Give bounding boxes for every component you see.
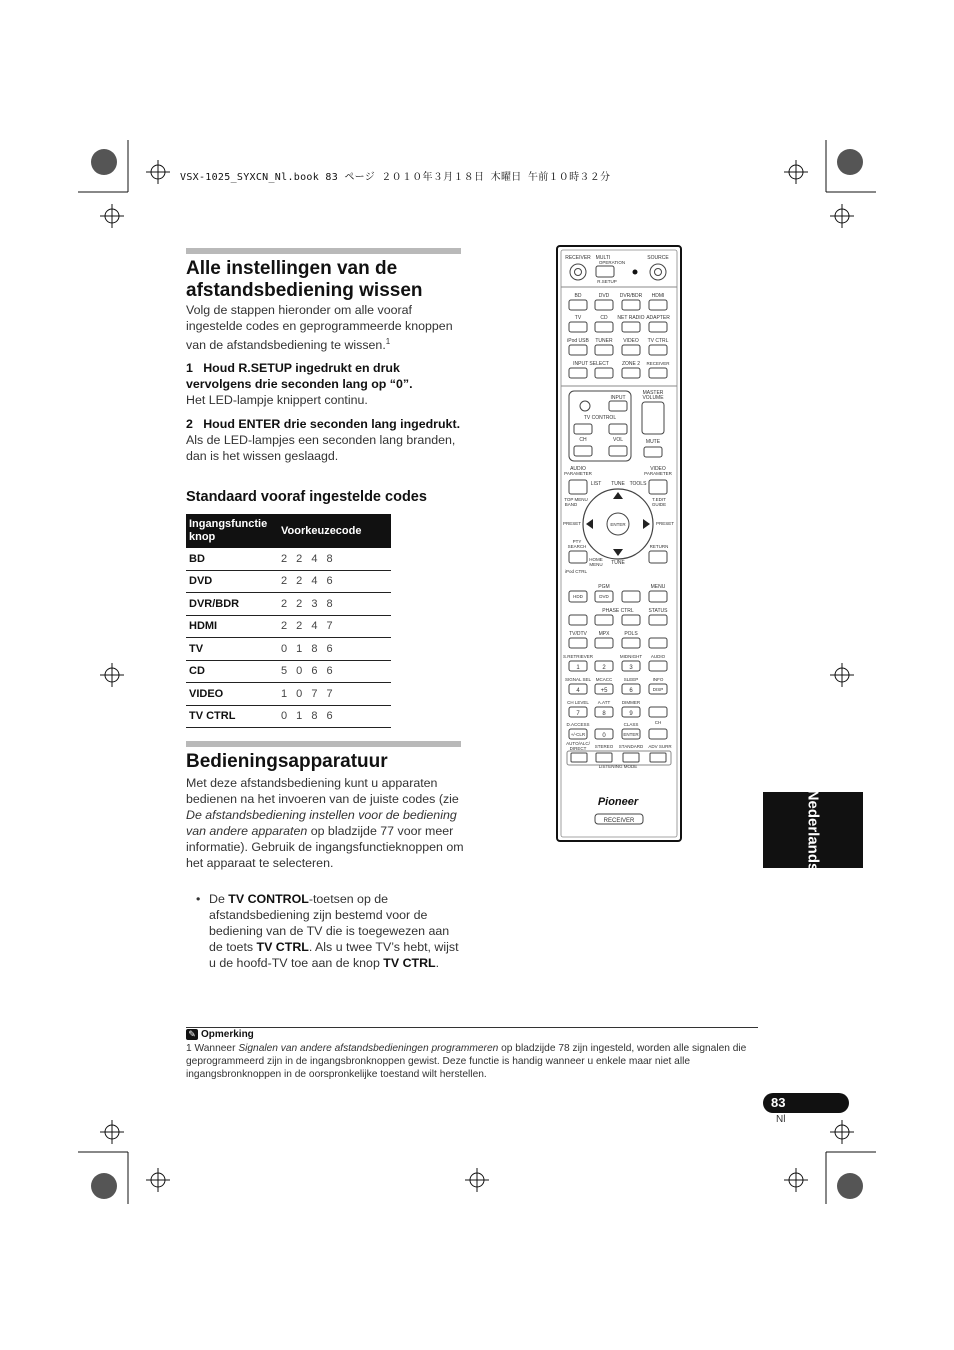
tools-label: TOOLS	[629, 481, 647, 487]
page-language-code: Nl	[776, 1114, 786, 1125]
dvd-label: DVD	[598, 293, 610, 299]
tvctrl-label: TV CTRL	[647, 338, 669, 344]
bd-label: BD	[574, 293, 582, 299]
adapter-label: ADAPTER	[646, 315, 670, 321]
autoalc-label: AUTO/ALC/	[566, 741, 590, 746]
hdmi-button[interactable]	[649, 300, 667, 310]
auto-direct-button[interactable]	[571, 753, 587, 762]
receiver-badge-label: RECEIVER	[603, 818, 635, 824]
section1-title	[186, 258, 466, 302]
remote-multi-label: MULTI	[595, 255, 611, 261]
status-label: STATUS	[648, 608, 668, 614]
step-2	[186, 416, 461, 464]
para-italic: De afstandsbediening instellen voor de bediening van andere apparaten	[186, 808, 457, 838]
mute-button[interactable]	[644, 447, 662, 457]
step2-number: 2	[186, 417, 193, 431]
digit-0-label: 0	[602, 733, 606, 739]
pause2-button[interactable]	[595, 638, 613, 648]
digit-6-label: 6	[629, 688, 633, 694]
note-body	[186, 1042, 758, 1081]
topmenu-label: TOP MENU	[564, 497, 588, 502]
sretriever-label: S.RETRIEVER	[562, 654, 594, 659]
zone2-button[interactable]	[622, 368, 640, 378]
header-button: Ingangsfunctie knop	[186, 514, 278, 548]
tvctrl-button[interactable]	[649, 345, 667, 355]
tv-button[interactable]	[569, 322, 587, 332]
ch-up-button[interactable]	[574, 424, 592, 434]
pioneer-logo: Pioneer	[597, 796, 639, 808]
table-row	[186, 593, 391, 616]
next-button[interactable]	[649, 638, 667, 648]
midnight-label: MIDNIGHT	[619, 654, 643, 659]
tune-up-label: TUNE	[611, 481, 625, 487]
note-title: Opmerking	[201, 1029, 254, 1040]
row-button: DVR/BDR	[186, 593, 278, 616]
ch-down-button[interactable]	[574, 446, 592, 456]
info-label: INFO	[652, 677, 664, 682]
ch-minus-button[interactable]	[649, 729, 667, 739]
adapter-button[interactable]	[649, 322, 667, 332]
tv-control-label: TV CONTROL	[583, 415, 617, 421]
cd-button[interactable]	[595, 322, 613, 332]
home-label: HOME	[589, 557, 603, 562]
title-line1: Alle instellingen van de	[186, 258, 398, 279]
note-header	[186, 1029, 254, 1040]
menu-label: MENU	[589, 562, 603, 567]
row-code: 1 0 7 7	[278, 683, 391, 706]
stereo-button[interactable]	[596, 753, 612, 762]
enter-pad-label: ENTER	[623, 732, 639, 737]
master-volume-button[interactable]	[642, 402, 664, 434]
audio-parameter-button[interactable]	[569, 480, 587, 494]
video-param-label: VIDEO	[650, 466, 666, 472]
pty-label: PTY	[572, 539, 582, 544]
preset-right-label: PRESET	[655, 521, 675, 526]
dvrbdr-button[interactable]	[622, 300, 640, 310]
pols-label: POLS	[624, 631, 638, 637]
hdd-label: HDD	[573, 594, 583, 599]
row-code: 2 2 4 6	[278, 570, 391, 593]
guide-label: GUIDE	[651, 502, 667, 507]
list-label: LIST	[590, 481, 602, 487]
netradio-button[interactable]	[622, 322, 640, 332]
stereo-label: STEREO	[594, 744, 614, 749]
advsurr-label: ADV SURR	[648, 744, 672, 749]
bd-button[interactable]	[569, 300, 587, 310]
intro-text: Volg de stappen hieronder om alle vooraf ingestelde codes en geprogrammeerde knoppen van de afstandsbediening te wissen.	[186, 303, 453, 353]
hdmi-label: HDMI	[651, 293, 665, 299]
phase-ctrl-label: PHASE CTRL	[602, 608, 634, 614]
page-number: 83	[763, 1093, 849, 1113]
receiver-mode-button[interactable]	[649, 368, 667, 378]
source-power-icon[interactable]	[650, 264, 666, 280]
power-icon[interactable]	[570, 264, 586, 280]
video-button[interactable]	[622, 345, 640, 355]
bullet-a: De	[209, 892, 229, 906]
row-code: 2 2 3 8	[278, 593, 391, 616]
tvdtv-label: TV/DTV	[569, 631, 587, 637]
step1-text: Het LED-lampje knippert continu.	[186, 393, 368, 407]
digit-8-label: 8	[602, 711, 606, 717]
row-button: CD	[186, 660, 278, 683]
ipodctrl-label: iPod CTRL	[564, 569, 588, 574]
para-b: op bladzijde 77 voor meer informatie). Gebruik de ingangsfunctieknoppen om het apparaat te selecteren.	[186, 824, 464, 870]
return-button[interactable]	[649, 551, 667, 563]
tv-label: TV	[574, 315, 582, 321]
table-row	[186, 615, 391, 638]
aatt-label: A.ATT	[597, 700, 611, 705]
digit-4-label: 4	[576, 688, 580, 694]
tune-down-label: TUNE	[611, 560, 625, 566]
language-tab-label: Nederlands	[804, 789, 822, 871]
title-line2: afstandsbediening wissen	[186, 280, 423, 301]
remote-receiver-label: RECEIVER	[565, 255, 591, 261]
rewind-button[interactable]	[569, 615, 587, 625]
tuner-label: TUNER	[595, 338, 613, 344]
digit-2-label: 2	[602, 665, 606, 671]
section1-intro	[186, 302, 461, 353]
vol-up-button[interactable]	[609, 424, 627, 434]
codes-table	[186, 514, 391, 728]
bullet-bold2: TV CTRL	[256, 940, 309, 954]
video-parameter-button[interactable]	[649, 480, 667, 494]
forward-button[interactable]	[649, 615, 667, 625]
digit-3-label: 3	[629, 665, 633, 671]
digit-9-label: 9	[629, 711, 633, 717]
signalsel-label: SIGNAL SEL	[564, 677, 592, 682]
dvrbdr-label: DVR/BDR	[619, 293, 643, 299]
row-button: BD	[186, 548, 278, 570]
repeat-button[interactable]	[622, 591, 640, 602]
ipodusb-button[interactable]	[569, 345, 587, 355]
mcacc-label: MCACC	[595, 677, 613, 682]
netradio-label: NET RADIO	[617, 315, 645, 321]
vol-label: VOL	[612, 437, 624, 443]
table-row	[186, 548, 391, 570]
master-label: MASTER	[642, 390, 664, 396]
sleep-label: SLEEP	[623, 677, 639, 682]
standard-button[interactable]	[623, 753, 639, 762]
multi-operation-button[interactable]	[596, 266, 614, 277]
remote-control-illustration	[556, 245, 682, 842]
codes-title: Standaard vooraf ingestelde codes	[186, 489, 427, 505]
row-button: DVD	[186, 570, 278, 593]
ipodusb-label: iPod USB	[567, 338, 589, 344]
shuffle-button[interactable]	[649, 591, 667, 602]
listening-mode-label: LISTENING MODE	[598, 764, 638, 769]
table-row	[186, 638, 391, 661]
note-text-b: op bladzijde 78 zijn ingesteld, worden alle signalen die geprogrammeerd zijn in de ingangsbronknoppen gewist. Deze functie is handig wanneer u enkele maar niet alle ingangsbronknoppen in de oorspronkelijke toestand wilt herstellen.	[186, 1043, 747, 1080]
tv-power-icon[interactable]	[580, 401, 590, 411]
disp-label: DISP	[652, 687, 664, 692]
row-code: 2 2 4 7	[278, 615, 391, 638]
standard-label: STANDARD	[618, 744, 644, 749]
row-code: 0 1 8 6	[278, 705, 391, 728]
bullet-text	[209, 891, 463, 971]
mpx-label: MPX	[598, 631, 610, 637]
table-row	[186, 660, 391, 683]
adv-surr-button[interactable]	[650, 753, 666, 762]
note-divider	[186, 1027, 758, 1028]
chlevel-label: CH LEVEL	[567, 700, 589, 705]
pgm-label: PGM	[598, 584, 610, 590]
audio-parameter-label: PARAMETER	[564, 471, 592, 476]
remote-operation-label: OPERATION	[598, 260, 626, 265]
class-label: CLASS	[623, 722, 639, 727]
note-italic: Signalen van andere afstandsbedieningen programmeren	[238, 1043, 499, 1054]
header-code: Voorkeuzecode	[278, 514, 391, 548]
inputselect-label: INPUT SELECT	[573, 361, 609, 367]
bullet-mark: •	[196, 892, 201, 906]
preset-left-label: PRESET	[562, 521, 582, 526]
print-mark: VSX-1025_SYXCN_Nl.book 83 ページ ２０１０年３月１８日 木曜日 午前１０時３２分	[180, 172, 611, 183]
pause-button[interactable]	[595, 615, 613, 625]
language-tab	[763, 789, 863, 871]
audio-button[interactable]	[649, 661, 667, 671]
bullet-b: -toetsen op de afstandsbediening zijn bestemd voor de bediening van de TV die is toegewezen aan de toets	[209, 892, 450, 954]
volume-label: VOLUME	[642, 395, 664, 401]
note-text-a: Wanneer	[194, 1043, 239, 1054]
para-a: Met deze afstandsbediening kunt u apparaten bedienen na het invoeren van de juiste codes (zie	[186, 776, 459, 806]
stop-button[interactable]	[622, 638, 640, 648]
menu-tr-label: MENU	[650, 584, 666, 590]
bullet-d: .	[435, 956, 440, 970]
row-button: VIDEO	[186, 683, 278, 706]
cd-label: CD	[600, 315, 608, 321]
step-1	[186, 360, 461, 408]
ch-plus-button[interactable]	[649, 707, 667, 717]
table-row	[186, 570, 391, 593]
note-number: 1	[186, 1043, 192, 1054]
input-select-left-button[interactable]	[569, 368, 587, 378]
section2-paragraph	[186, 775, 464, 871]
video-label: VIDEO	[623, 338, 639, 344]
remote-source-label: SOURCE	[647, 255, 669, 261]
prev-button[interactable]	[569, 638, 587, 648]
digit-1-label: 1	[576, 665, 580, 671]
step1-number: 1	[186, 361, 193, 375]
ch-label: CH	[579, 437, 587, 443]
bullet-c: . Als u twee TV’s hebt, wijst u de hoofd-TV toe aan de knop	[209, 940, 459, 970]
step2-text: Als de LED-lampjes een seconden lang branden, dan is het wissen geslaagd.	[186, 433, 456, 463]
table-header	[186, 514, 391, 548]
bullet-bold3: TV CTRL	[383, 956, 436, 970]
audio-num-label: AUDIO	[650, 654, 666, 659]
tv-input-button[interactable]	[609, 401, 627, 411]
enter-label: ENTER	[610, 522, 626, 527]
band-label: BAND	[564, 502, 578, 507]
return-label: RETURN	[649, 544, 669, 549]
note-pencil-icon: ✎	[186, 1029, 198, 1040]
audio-label: AUDIO	[570, 466, 586, 472]
receiver-small-label: RECEIVER	[646, 361, 670, 366]
led-indicator-icon	[633, 270, 638, 275]
input-label: INPUT	[610, 395, 626, 401]
row-button: TV CTRL	[186, 705, 278, 728]
bullet-bold1: TV CONTROL	[228, 892, 309, 906]
row-button: TV	[186, 638, 278, 661]
vol-down-button[interactable]	[609, 446, 627, 456]
rsetup-label: R.SETUP	[597, 279, 617, 284]
video-parameter-label: PARAMETER	[644, 471, 672, 476]
clr-label: +/-CLR	[570, 732, 586, 737]
section2-title: Bedieningsapparatuur	[186, 751, 388, 772]
row-code: 2 2 4 8	[278, 548, 391, 570]
ch-pad-label: CH	[654, 720, 662, 725]
search-label: SEARCH	[567, 544, 587, 549]
digit-5-label: +5	[600, 688, 608, 694]
table-row	[186, 683, 391, 706]
footnote-ref: 1	[385, 337, 391, 346]
daccess-label: D.ACCESS	[566, 722, 590, 727]
home-menu-button[interactable]	[569, 551, 587, 563]
mute-label: MUTE	[645, 439, 661, 445]
row-code: 5 0 6 6	[278, 660, 391, 683]
row-code: 0 1 8 6	[278, 638, 391, 661]
play-button[interactable]	[622, 615, 640, 625]
direct-label: DIRECT	[569, 746, 587, 751]
section2-rule	[186, 741, 461, 747]
dvd-button[interactable]	[595, 300, 613, 310]
dvd-tr-label: DVD	[599, 594, 609, 599]
tuner-button[interactable]	[595, 345, 613, 355]
digit-7-label: 7	[576, 711, 580, 717]
tedit-label: T.EDIT	[652, 497, 666, 502]
bullet-item	[196, 891, 210, 907]
step1-bold: Houd R.SETUP ingedrukt en druk vervolgens drie seconden lang op “0”.	[186, 361, 413, 391]
row-button: HDMI	[186, 615, 278, 638]
section1-rule	[186, 248, 461, 254]
dimmer-label: DIMMER	[621, 700, 641, 705]
input-select-right-button[interactable]	[595, 368, 613, 378]
zone2-label: ZONE 2	[621, 361, 641, 367]
step2-bold: Houd ENTER drie seconden lang ingedrukt.	[203, 417, 461, 431]
table-row	[186, 705, 391, 728]
